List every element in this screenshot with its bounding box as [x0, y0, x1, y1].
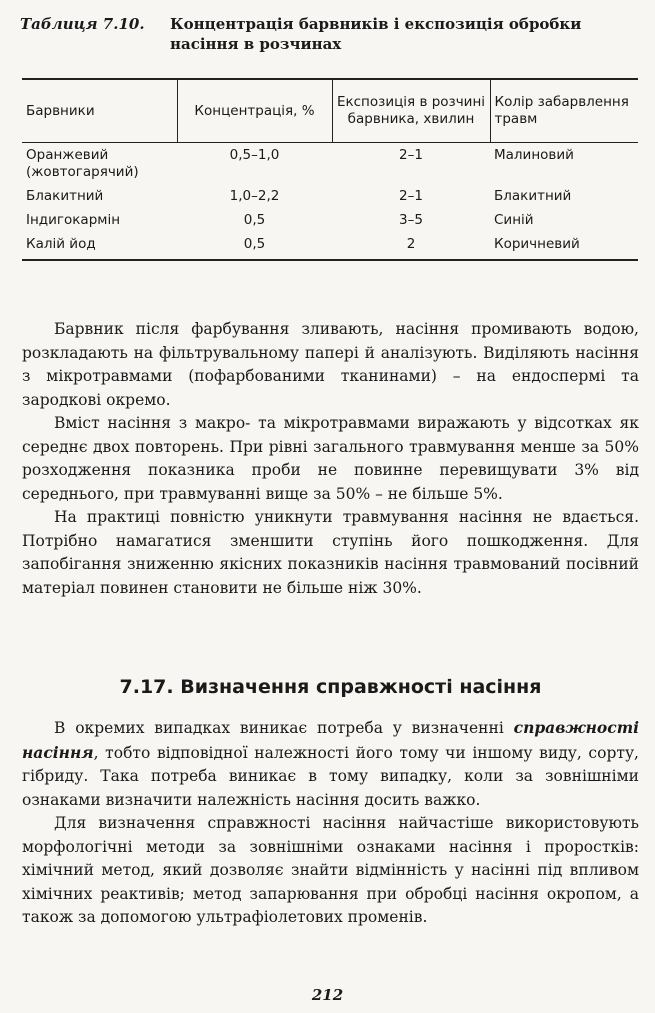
- table-row: [22, 143, 638, 185]
- header-exposure: Експозиція в розчині барвника, хвилин: [332, 79, 490, 143]
- cell-concentration: 0,5: [243, 212, 266, 228]
- cell-dye: Оранжевий (жовтогарячий): [26, 147, 139, 180]
- paragraph: Для визначення справжності насіння найчастіше використовують морфологічні методи за зовнішніми ознаками насіння і проростків: хімічний метод, який дозволяє знайти відмінність у насінні під впливом хімічних реактивів; метод запарювання при обробці насіння окропом, а також за допомогою ультрафіолетових променів.: [22, 814, 639, 926]
- cell-color: Малиновий: [494, 147, 574, 163]
- paragraph-text: В окремих випадках виникає потреба у визначенні: [54, 719, 514, 737]
- paragraph: Барвник після фарбування зливають, насіння промивають водою, розкладають на фільтрувальному папері й аналізують. Виділяють насіння з мікротравмами (пофарбованими тканинами) – на ендоспермі та зародкові окремо.: [22, 320, 639, 409]
- paragraph: [22, 716, 639, 812]
- table-caption: [20, 14, 645, 54]
- emphasis-term: справжності насіння: [22, 718, 639, 762]
- header-dyes: Барвники: [22, 79, 177, 143]
- cell-dye: Блакитний: [26, 188, 104, 204]
- cell-color: Блакитний: [494, 188, 572, 204]
- paragraph-text: , тобто відповідної належності його тому чи іншому виду, сорту, гібриду. Така потреба виникає в тому випадку, коли за зовнішніми ознаками визначити належність насіння досить важко.: [22, 743, 639, 809]
- header-concentration: Концентрація, %: [177, 79, 332, 143]
- cell-concentration: 0,5: [177, 232, 332, 260]
- cell-color: Синій: [494, 212, 534, 228]
- cell-exposure: 2–1: [399, 188, 423, 204]
- section-heading: 7.17. Визначення справжності насіння: [119, 676, 542, 698]
- cell-exposure: 3–5: [399, 212, 423, 228]
- table-row: [22, 184, 638, 208]
- header-injury-color: Колір забарвлення травм: [490, 79, 638, 143]
- cell-concentration: 1,0–2,2: [229, 188, 280, 204]
- table-caption-label: Таблиця 7.10.: [20, 15, 145, 33]
- table-caption-title: Концентрація барвників і експозиція обробки насіння в розчинах: [170, 15, 582, 53]
- paragraph: На практиці повністю уникнути травмування насіння не вдається. Потрібно намагатися зменшити ступінь його пошкодження. Для запобігання зниженню якісних показників насіння травмований посівний матеріал повинен становити не більше ніж 30%.: [22, 508, 639, 597]
- cell-dye: Калій йод: [22, 232, 177, 260]
- table-row: [22, 208, 638, 232]
- section-text-dyeing: [22, 318, 639, 600]
- section-text-authenticity: [22, 716, 639, 930]
- cell-exposure: 2: [332, 232, 490, 260]
- dye-table: [22, 78, 638, 261]
- cell-concentration: 0,5–1,0: [229, 147, 280, 163]
- page-number: 212: [311, 986, 344, 1004]
- cell-dye: Індигокармін: [26, 212, 121, 228]
- paragraph: Вміст насіння з макро- та мікротравмами виражають у відсотках як середнє двох повторень. При рівні загального травмування менше за 50% розходження показника проби не повинне перевищувати 3% від середнього, при травмуванні вище за 50% – не більше 5%.: [22, 414, 639, 503]
- table-row: [22, 232, 638, 260]
- cell-exposure: 2–1: [399, 147, 423, 163]
- table-header-row: [22, 79, 638, 143]
- cell-color: Коричневий: [490, 232, 638, 260]
